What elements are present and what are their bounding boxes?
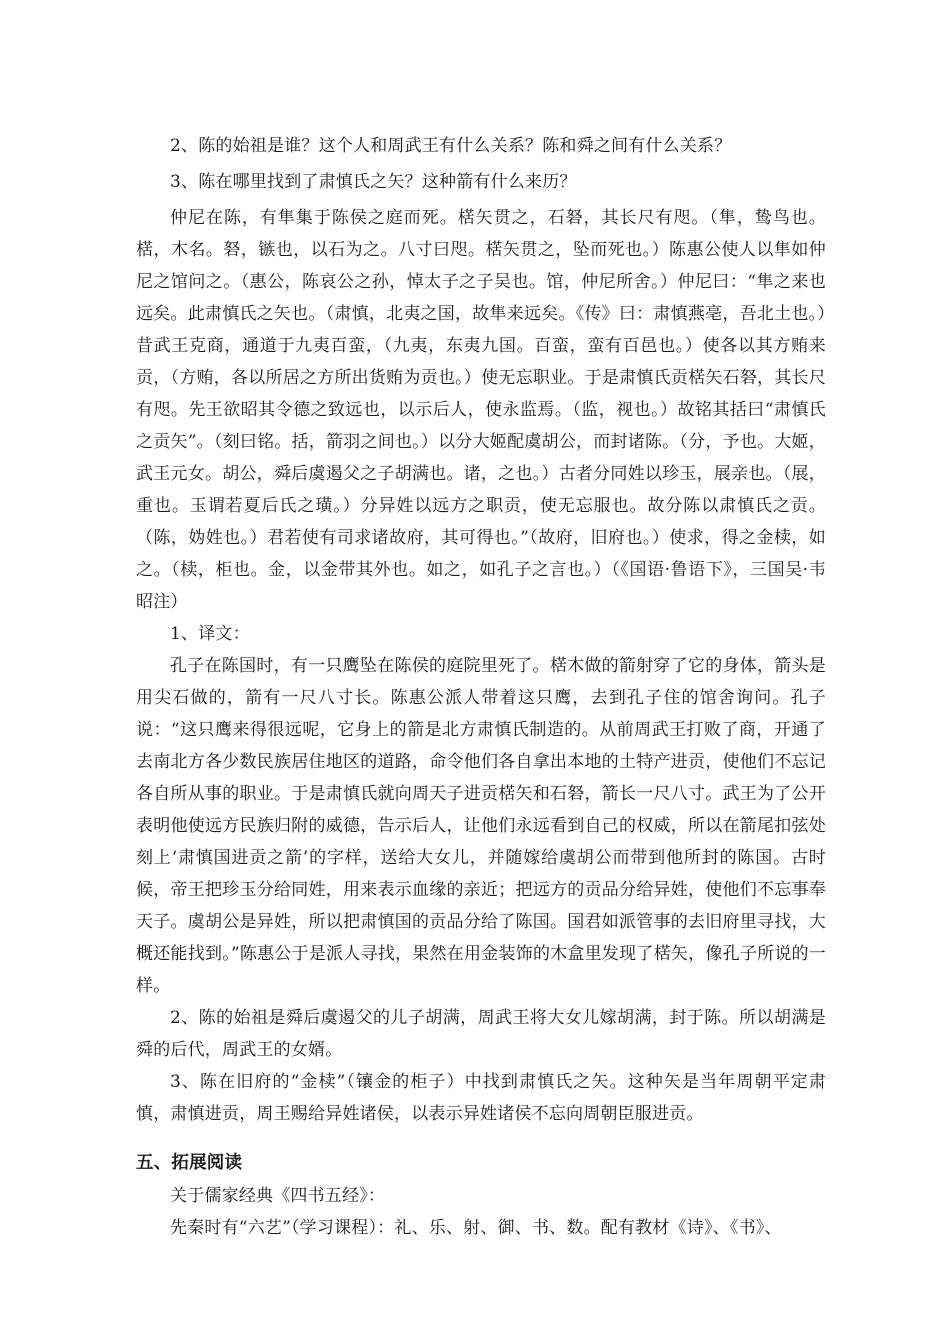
translation-heading: 1、译文： <box>170 624 250 644</box>
question-2: 2、陈的始祖是谁？这个人和周武王有什么关系？陈和舜之间有什么关系？ <box>170 136 732 156</box>
question-3: 3、陈在哪里找到了肃慎氏之矢？这种箭有什么来历？ <box>170 172 577 192</box>
document-body <box>136 130 826 1244</box>
section-5-intro: 关于儒家经典《四书五经》： <box>170 1186 386 1206</box>
answer-2: 2、陈的始祖是舜后虞遏父的儿子胡满，周武王将大女儿嫁胡满，封于陈。所以胡满是舜的后代，周武王的女婿。 <box>136 1008 826 1060</box>
section-5-heading: 五、拓展阅读 <box>136 1153 243 1173</box>
original-classical-text: 仲尼在陈，有隼集于陈侯之庭而死。楛矢贯之，石砮，其长尺有咫。（隼，鸷鸟也。楛，木名。砮，镞也，以石为之。八寸曰咫。楛矢贯之，坠而死也。）陈惠公使人以隼如仲尼之馆问之。（惠公，陈哀公之孙，悼太子之子吴也。馆，仲尼所舍。）仲尼曰：“隼之来也远矣。此肃慎氏之矢也。（肃慎，北夷之国，故隼来远矣。《传》曰：肃慎燕亳，吾北土也。）昔武王克商，通道于九夷百蛮，（九夷，东夷九国。百蛮，蛮有百邑也。）使各以其方贿来贡，（方贿，各以所居之方所出货贿为贡也。）使无忘职业。于是肃慎氏贡楛矢石砮，其长尺有咫。先王欲昭其令德之致远也，以示后人，使永监焉。（监，视也。）故铭其括曰“肃慎氏之贡矢”。（刻曰铭。括，箭羽之间也。）以分大姬配虞胡公，而封诸陈。（分，予也。大姬，武王元女。胡公，舜后虞遏父之子胡满也。诸，之也。）古者分同姓以珍玉，展亲也。（展，重也。玉谓若夏后氏之璜。）分异姓以远方之职贡，使无忘服也。故分陈以肃慎氏之贡。（陈，妫姓也。）君若使有司求诸故府，其可得也。”（故府，旧府也。）使求，得之金椟，如之。（椟，柜也。金，以金带其外也。如之，如孔子之言也。）（《国语·鲁语下》，三国吴·韦昭注） <box>136 208 826 612</box>
answer-3: 3、陈在旧府的“金椟”（镶金的柜子）中找到肃慎氏之矢。这种矢是当年周朝平定肃慎，肃慎进贡，周王赐给异姓诸侯，以表示异姓诸侯不忘向周朝臣服进贡。 <box>136 1072 826 1124</box>
translation-text: 孔子在陈国时，有一只鹰坠在陈侯的庭院里死了。楛木做的箭射穿了它的身体，箭头是用尖石做的，箭有一尺八寸长。陈惠公派人带着这只鹰，去到孔子住的馆舍询问。孔子说：“这只鹰来得很远呢，它身上的箭是北方肃慎氏制造的。从前周武王打败了商，开通了去南北方各少数民族居住地区的道路，命令他们各自拿出本地的土特产进贡，使他们不忘记各自所从事的职业。于是肃慎氏就向周天子进贡楛矢和石砮，箭长一尺八寸。武王为了公开表明他使远方民族归附的威德，告示后人，让他们永远看到自己的权威，所以在箭尾扣弦处刻上‘肃慎国进贡之箭’的字样，送给大女儿，并随嫁给虞胡公而带到他所封的陈国。古时候，帝王把珍玉分给同姓，用来表示血缘的亲近；把远方的贡品分给异姓，使他们不忘事奉天子。虞胡公是异姓，所以把肃慎国的贡品分给了陈国。国君如派管事的去旧府里寻找，大概还能找到。”陈惠公于是派人寻找，果然在用金装饰的木盒里发现了楛矢，像孔子所说的一样。 <box>136 656 826 996</box>
section-5-text: 先秦时有“六艺”（学习课程）：礼、乐、射、御、书、数。配有教材《诗》、《书》、 <box>170 1218 782 1238</box>
